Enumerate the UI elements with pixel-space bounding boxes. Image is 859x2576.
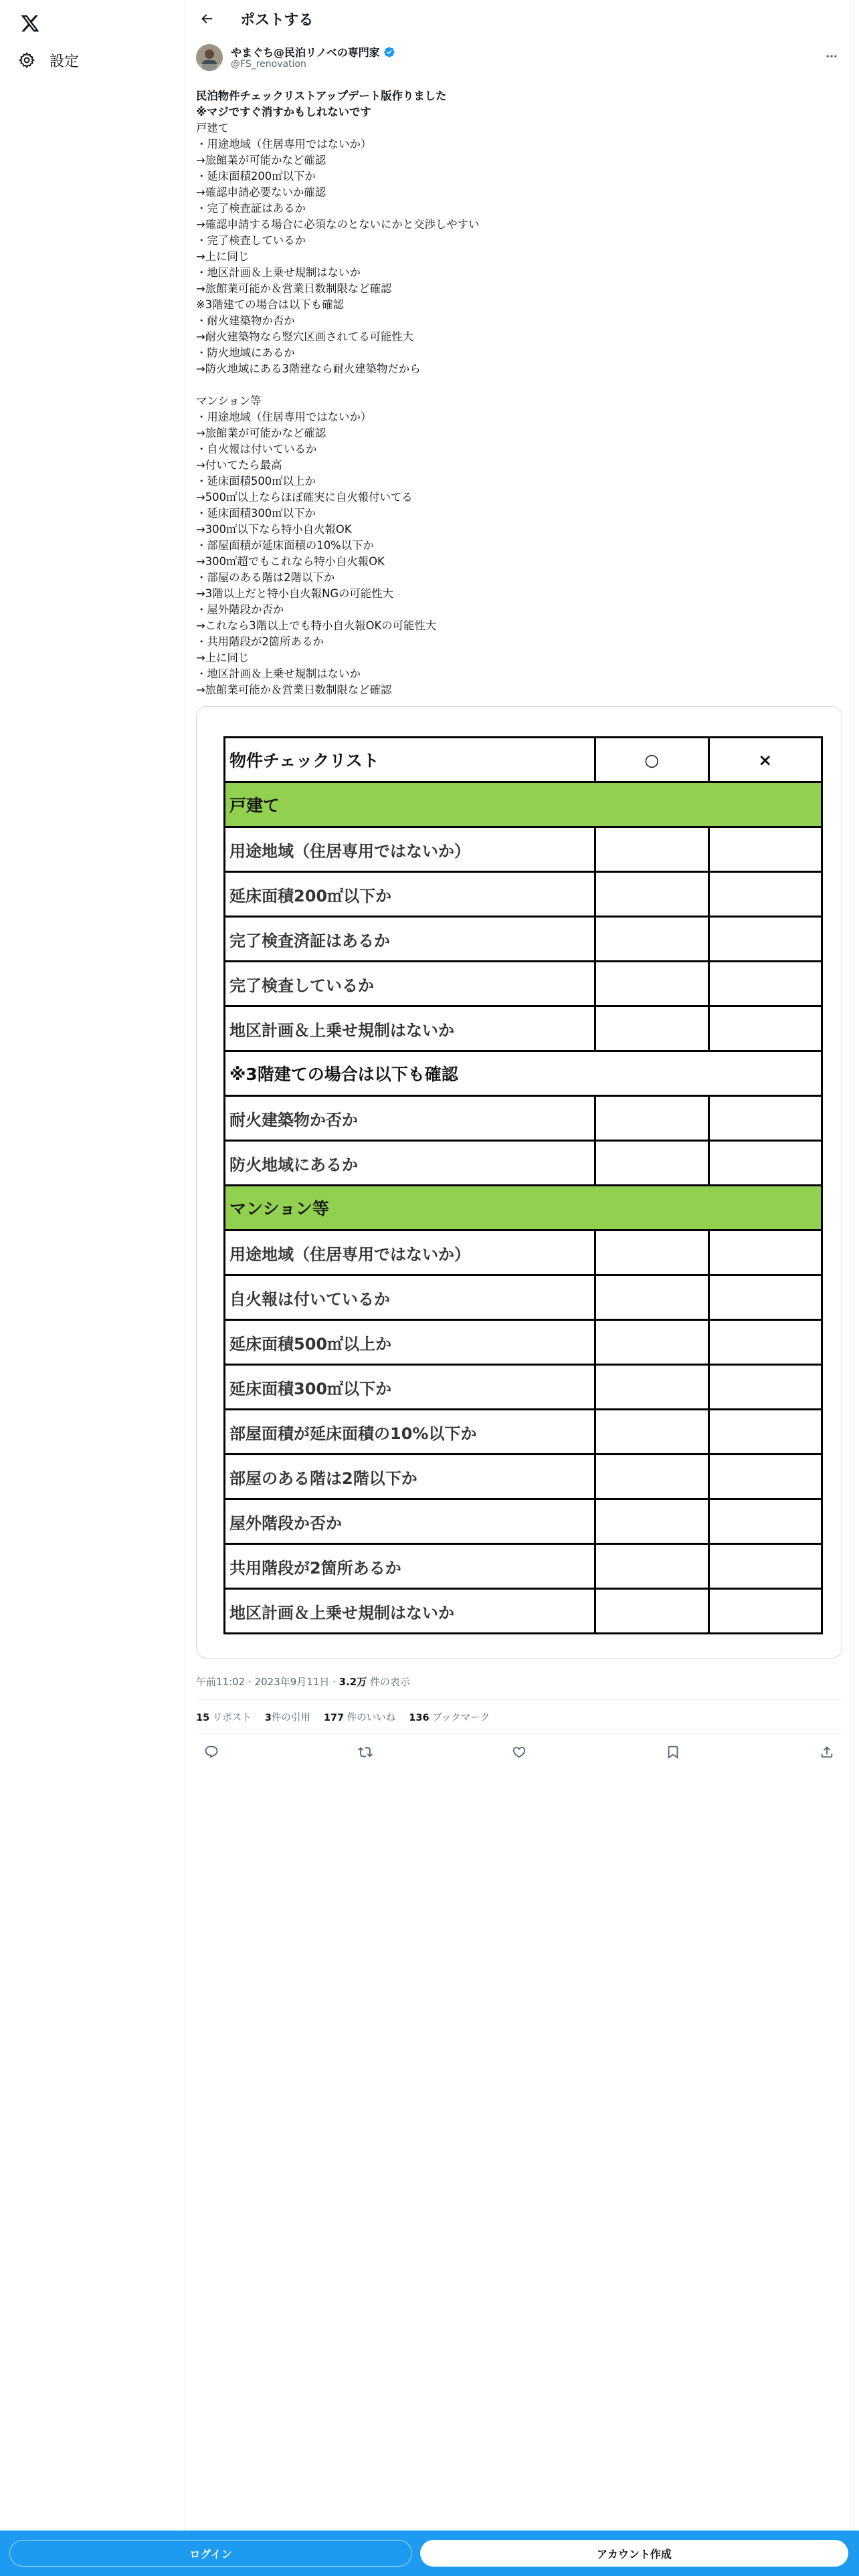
row-label: 完了検査しているか	[225, 962, 595, 1006]
reposts-count: 15	[196, 1712, 210, 1723]
x-logo-icon[interactable]	[12, 5, 48, 41]
avatar[interactable]	[196, 44, 223, 71]
ng-cell	[708, 1499, 822, 1544]
bookmarks-stat[interactable]	[409, 1710, 490, 1724]
ok-cell	[595, 1455, 708, 1499]
ng-cell	[708, 1365, 822, 1410]
verified-badge-icon	[383, 46, 395, 58]
likes-label: 件のいいね	[347, 1712, 396, 1723]
ok-cell	[595, 1499, 708, 1544]
repost-button[interactable]	[353, 1739, 378, 1765]
sidebar-item-label: 設定	[50, 53, 80, 70]
ng-cell	[708, 1275, 822, 1320]
post-author	[185, 44, 853, 79]
ng-cell	[708, 962, 822, 1006]
row-label: 部屋のある階は2階以下か	[225, 1455, 595, 1499]
section-mansion-label: マンション等	[225, 1186, 822, 1230]
post-actions	[196, 1734, 842, 1770]
row-label: 部屋面積が延床面積の10%以下か	[225, 1410, 595, 1455]
page-title: ポストする	[240, 11, 314, 29]
note-3f-label: ※3階建ての場合は以下も確認	[225, 1051, 822, 1096]
checklist-title: 物件チェックリスト	[225, 738, 595, 782]
quotes-label: 件の引用	[271, 1712, 310, 1723]
row-label: 地区計画＆上乗せ規制はないか	[225, 1006, 595, 1051]
ok-cell	[595, 1141, 708, 1186]
author-name-text: やまぐち@民泊リノベの専門家	[231, 46, 380, 59]
post-timestamp[interactable]: 午前11:02 · 2023年9月11日	[196, 1676, 330, 1688]
section-house-label: 戸建て	[225, 782, 822, 827]
like-button[interactable]	[506, 1739, 532, 1765]
ng-cell	[708, 1410, 822, 1455]
ng-cell	[708, 917, 822, 962]
ok-cell	[595, 917, 708, 962]
row-label: 延床面積200㎡以下か	[225, 872, 595, 917]
table-row	[225, 1410, 822, 1455]
meta-separator: ·	[332, 1676, 339, 1688]
reply-icon	[204, 1745, 219, 1759]
arrow-left-icon	[199, 11, 214, 26]
table-row	[225, 1320, 822, 1365]
row-label: 自火報は付いているか	[225, 1275, 595, 1320]
ng-cell	[708, 1544, 822, 1589]
table-row	[225, 1589, 822, 1634]
row-label: 延床面積500㎡以上か	[225, 1320, 595, 1365]
table-row	[225, 1365, 822, 1410]
ok-cell	[595, 1320, 708, 1365]
post-stats	[196, 1700, 842, 1733]
post-image[interactable]	[196, 706, 842, 1658]
ng-cell	[708, 1320, 822, 1365]
back-button[interactable]	[193, 5, 220, 32]
views-label: 件の表示	[370, 1676, 411, 1688]
ng-cell	[708, 1455, 822, 1499]
ok-cell	[595, 962, 708, 1006]
ok-cell	[595, 1589, 708, 1634]
table-header-row	[225, 738, 822, 782]
note-row-3f	[225, 1051, 822, 1096]
gear-icon	[17, 51, 36, 70]
ok-cell	[595, 1410, 708, 1455]
post-headline: 民泊物件チェックリストアップデート版作りました ※マジですぐ消すかもしれないです	[196, 90, 447, 118]
ok-cell	[595, 1544, 708, 1589]
reposts-stat[interactable]	[196, 1710, 252, 1724]
col-ng-header: ×	[708, 738, 822, 782]
table-row	[225, 1141, 822, 1186]
author-handle[interactable]: @FS_renovation	[231, 59, 306, 70]
quotes-stat[interactable]	[265, 1710, 310, 1724]
signup-button[interactable]: アカウント作成	[420, 2540, 848, 2567]
ng-cell	[708, 1141, 822, 1186]
ok-cell	[595, 1365, 708, 1410]
table-row	[225, 827, 822, 872]
left-sidebar	[0, 0, 185, 2576]
heart-icon	[512, 1745, 527, 1759]
quotes-count: 3	[264, 1712, 272, 1723]
table-row	[225, 1230, 822, 1275]
table-row	[225, 1455, 822, 1499]
bookmark-button[interactable]	[660, 1739, 686, 1765]
post-text	[196, 88, 842, 698]
row-label: 用途地域（住居専用ではないか）	[225, 827, 595, 872]
col-ok-header: ○	[595, 738, 708, 782]
post-body: 戸建て ・用途地域（住居専用ではないか） →旅館業が可能かなど確認 ・延床面積200㎡以下か →確認申請必要ないか確認 ・完了検査証はあるか →確認申請する場合に必須なのとないにかと交渉しやすい ・完了検査しているか →上に同じ ・地区計画＆上乗せ規制はないか →旅館業可能か＆営業日数制限など確認 ※3階建ての場合は以下も確認 ・耐火建築物か否か →耐火建築物なら竪穴区画されてる可能性大 ・防火地域にあるか →防火地域にある3階建なら耐火建築物だから マンション等 ・用途地域（住居専用ではないか） →旅館業が可能かなど確認 ・自火報は付いているか →付いてたら最高 ・延床面積500㎡以上か →500㎡以上ならほぼ確実に自火報付いてる ・延床面積300㎡以下か →300㎡以下なら特小自火報OK ・部屋面積が延床面積の10%以下か →300㎡超でもこれなら特小自火報OK ・部屋のある階は2階以下か →3階以上だと特小自火報NGの可能性大 ・屋外階段か否か →これなら3階以上でも特小自火報OKの可能性大 ・共用階段が2箇所あるか →上に同じ ・地区計画＆上乗せ規制はないか →旅館業可能か＆営業日数制限など確認	[196, 122, 480, 696]
table-row	[225, 872, 822, 917]
login-button[interactable]: ログイン	[9, 2540, 412, 2567]
main-column	[185, 0, 854, 2576]
views-count: 3.2万	[339, 1676, 367, 1688]
row-label: 耐火建築物か否か	[225, 1096, 595, 1141]
ng-cell	[708, 1589, 822, 1634]
reposts-label: リポスト	[212, 1712, 252, 1723]
table-row	[225, 1544, 822, 1589]
row-label: 防火地域にあるか	[225, 1141, 595, 1186]
bookmark-icon	[666, 1745, 680, 1759]
row-label: 用途地域（住居専用ではないか）	[225, 1230, 595, 1275]
ok-cell	[595, 827, 708, 872]
author-name[interactable]	[231, 44, 395, 60]
table-row	[225, 1096, 822, 1141]
ok-cell	[595, 1275, 708, 1320]
ok-cell	[595, 1006, 708, 1051]
more-options-button[interactable]	[820, 44, 844, 68]
row-label: 延床面積300㎡以下か	[225, 1365, 595, 1410]
likes-stat[interactable]	[324, 1710, 395, 1724]
ng-cell	[708, 872, 822, 917]
bookmarks-label: ブックマーク	[432, 1712, 490, 1723]
ng-cell	[708, 1096, 822, 1141]
section-row-house	[225, 782, 822, 827]
table-row	[225, 1499, 822, 1544]
ok-cell	[595, 1096, 708, 1141]
row-label: 共用階段が2箇所あるか	[225, 1544, 595, 1589]
table-row	[225, 917, 822, 962]
share-button[interactable]	[814, 1739, 840, 1765]
ng-cell	[708, 1230, 822, 1275]
table-row	[225, 1006, 822, 1051]
sidebar-item-settings[interactable]	[9, 41, 87, 79]
bottom-signin-bar	[0, 2531, 859, 2576]
row-label: 地区計画＆上乗せ規制はないか	[225, 1589, 595, 1634]
ok-cell	[595, 872, 708, 917]
row-label: 完了検査済証はあるか	[225, 917, 595, 962]
ng-cell	[708, 1006, 822, 1051]
ok-cell	[595, 1230, 708, 1275]
post-meta	[196, 1675, 842, 1689]
ng-cell	[708, 827, 822, 872]
repost-icon	[358, 1745, 373, 1759]
row-label: 屋外階段か否か	[225, 1499, 595, 1544]
checklist-table	[223, 736, 823, 1634]
reply-button[interactable]	[199, 1739, 224, 1765]
more-dots-icon	[825, 49, 838, 63]
share-icon	[820, 1745, 834, 1759]
table-row	[225, 1275, 822, 1320]
table-row	[225, 962, 822, 1006]
section-row-mansion	[225, 1186, 822, 1230]
likes-count: 177	[323, 1712, 345, 1723]
bookmarks-count: 136	[409, 1712, 430, 1723]
page-header	[185, 0, 853, 37]
